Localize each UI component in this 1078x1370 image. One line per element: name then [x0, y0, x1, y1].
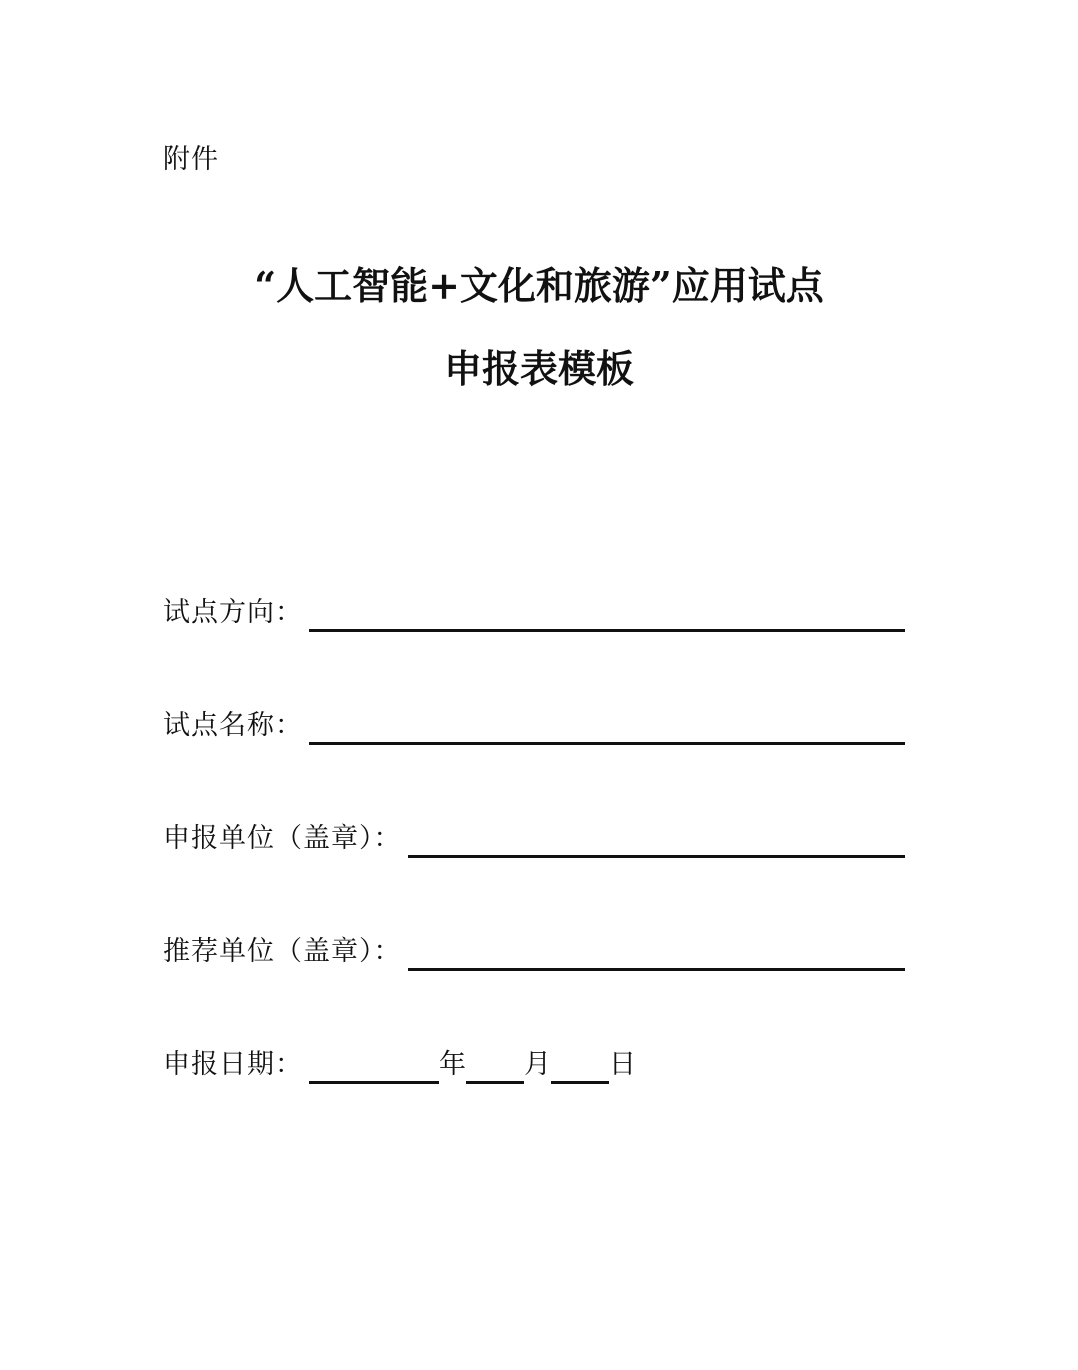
- field-application-date: [163, 1044, 636, 1084]
- year-blank[interactable]: [309, 1081, 439, 1084]
- recommender-unit-label: 推荐单位（盖章）：: [163, 936, 402, 967]
- pilot-direction-blank[interactable]: [309, 629, 905, 632]
- month-blank[interactable]: [466, 1081, 524, 1084]
- pilot-name-blank[interactable]: [309, 742, 905, 745]
- pilot-direction-label: 试点方向：: [163, 597, 303, 628]
- document-subtitle: 申报表模板: [443, 346, 634, 391]
- recommender-unit-blank[interactable]: [408, 968, 906, 971]
- day-unit: 日: [609, 1049, 636, 1080]
- document-title: “人工智能+文化和旅游”应用试点: [254, 263, 824, 308]
- field-pilot-name: [163, 705, 905, 745]
- month-unit: 月: [524, 1049, 551, 1080]
- applicant-unit-blank[interactable]: [408, 855, 906, 858]
- applicant-unit-label: 申报单位（盖章）：: [163, 823, 402, 854]
- pilot-name-label: 试点名称：: [163, 710, 303, 741]
- field-pilot-direction: [163, 592, 905, 632]
- year-unit: 年: [439, 1049, 466, 1080]
- day-blank[interactable]: [551, 1081, 609, 1084]
- field-recommender-unit: [163, 931, 905, 971]
- attachment-label: 附件: [163, 144, 219, 175]
- field-applicant-unit: [163, 818, 905, 858]
- application-date-label: 申报日期：: [163, 1049, 303, 1080]
